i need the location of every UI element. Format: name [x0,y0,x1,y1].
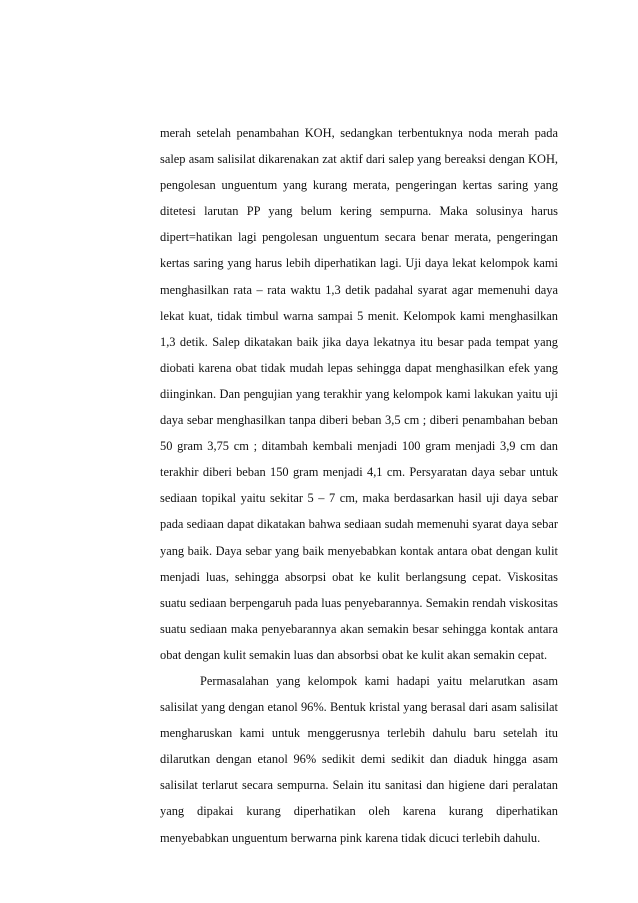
paragraph-1: merah setelah penambahan KOH, sedangkan terbentuknya noda merah pada salep asam salisilat dikarenakan zat aktif dari salep yang bereaksi dengan KOH, pengolesan unguentum yang kurang merata, pengeringan kertas saring yang ditetesi larutan PP yang belum kering sempurna. Maka solusinya harus dipert=hatikan lagi pengolesan unguentum secara benar merata, pengeringan kertas saring yang harus lebih diperhatikan lagi. Uji daya lekat kelompok kami menghasilkan rata – rata waktu 1,3 detik padahal syarat agar memenuhi daya lekat kuat, tidak timbul warna sampai 5 menit. Kelompok kami menghasilkan 1,3 detik. Salep dikatakan baik jika daya lekatnya itu besar pada tempat yang diobati karena obat tidak mudah lepas sehingga dapat menghasilkan efek yang diinginkan. Dan pengujian yang terakhir yang kelompok kami lakukan yaitu uji daya sebar menghasilkan tanpa diberi beban 3,5 cm ; diberi penambahan beban 50 gram 3,75 cm ; ditambah kembali menjadi 100 gram menjadi 3,9 cm dan terakhir diberi beban 150 gram menjadi 4,1 cm. Persyaratan daya sebar untuk sediaan topikal yaitu sekitar 5 – 7 cm, maka berdasarkan hasil uji daya sebar pada sediaan dapat dikatakan bahwa sediaan sudah memenuhi syarat daya sebar yang baik. Daya sebar yang baik menyebabkan kontak antara obat dengan kulit menjadi luas, sehingga absorpsi obat ke kulit berlangsung cepat. Viskositas suatu sediaan berpengaruh pada luas penyebarannya. Semakin rendah viskositas suatu sediaan maka penyebarannya akan semakin besar sehingga kontak antara obat dengan kulit semakin luas dan absorbsi obat ke kulit akan semakin cepat. [160,126,558,662]
paragraph-2: Permasalahan yang kelompok kami hadapi yaitu melarutkan asam salisilat yang dengan etanol 96%. Bentuk kristal yang berasal dari asam salisilat mengharuskan kami untuk menggerusnya terlebih dahulu baru setelah itu dilarutkan dengan etanol 96% sedikit demi sedikit dan diaduk hingga asam salisilat terlarut secara sempurna. Selain itu sanitasi dan higiene dari peralatan yang dipakai kurang diperhatikan oleh karena kurang diperhatikan menyebabkan unguentum berwarna pink karena tidak dicuci terlebih dahulu. [160,673,558,845]
document-body [160,120,558,851]
